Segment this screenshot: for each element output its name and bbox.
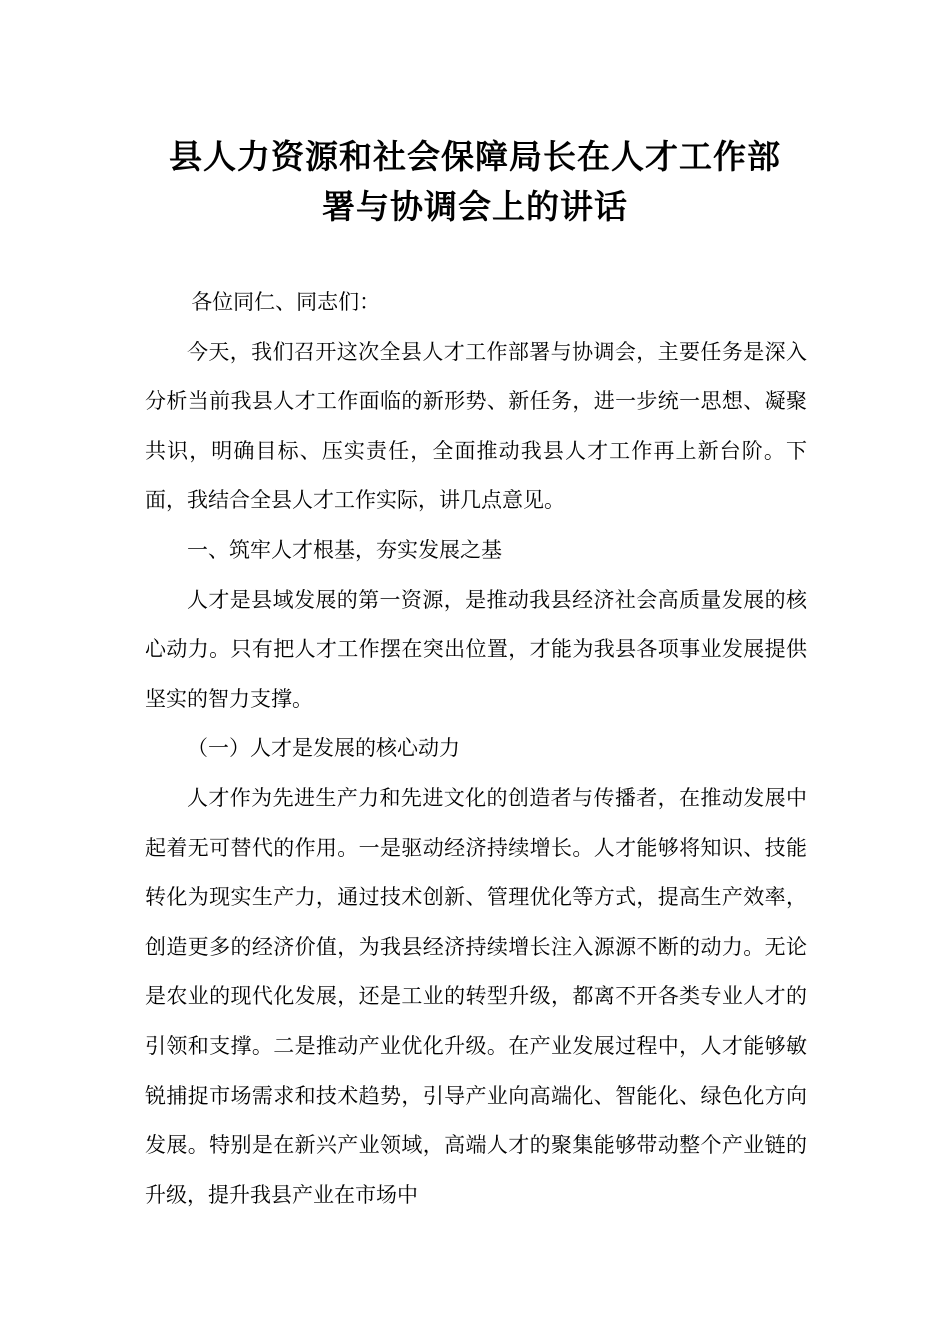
document-title [130, 132, 820, 232]
subsection-heading-1: （一）人才是发展的核心动力 [187, 736, 460, 761]
section-heading-1: 一、筑牢人才根基，夯实发展之基 [187, 537, 502, 562]
document-body [145, 278, 807, 1220]
title-line-1: 县人力资源和社会保障局长在人才工作部 [169, 137, 781, 176]
title-line-2: 署与协调会上的讲话 [322, 187, 628, 226]
paragraph-subsection-1: 人才作为先进生产力和先进文化的创造者与传播者，在推动发展中起着无可替代的作用。一是驱动经济持续增长。人才能够将知识、技能转化为现实生产力，通过技术创新、管理优化等方式，提高生产效率，创造更多的经济价值，为我县经济持续增长注入源源不断的动力。无论是农业的现代化发展，还是工业的转型升级，都离不开各类专业人才的引领和支撑。二是推动产业优化升级。在产业发展过程中，人才能够敏锐捕捉市场需求和技术趋势，引导产业向高端化、智能化、绿色化方向发展。特别是在新兴产业领域，高端人才的聚集能够带动整个产业链的升级，提升我县产业在市场中 [145, 785, 807, 1207]
paragraph-intro: 今天，我们召开这次全县人才工作部署与协调会，主要任务是深入分析当前我县人才工作面临的新形势、新任务，进一步统一思想、凝聚共识，明确目标、压实责任，全面推动我县人才工作再上新台阶。下面，我结合全县人才工作实际，讲几点意见。 [145, 339, 807, 513]
paragraph-section-1: 人才是县域发展的第一资源，是推动我县经济社会高质量发展的核心动力。只有把人才工作摆在突出位置，才能为我县各项事业发展提供坚实的智力支撑。 [145, 587, 807, 711]
salutation: 各位同仁、同志们： [191, 290, 381, 314]
